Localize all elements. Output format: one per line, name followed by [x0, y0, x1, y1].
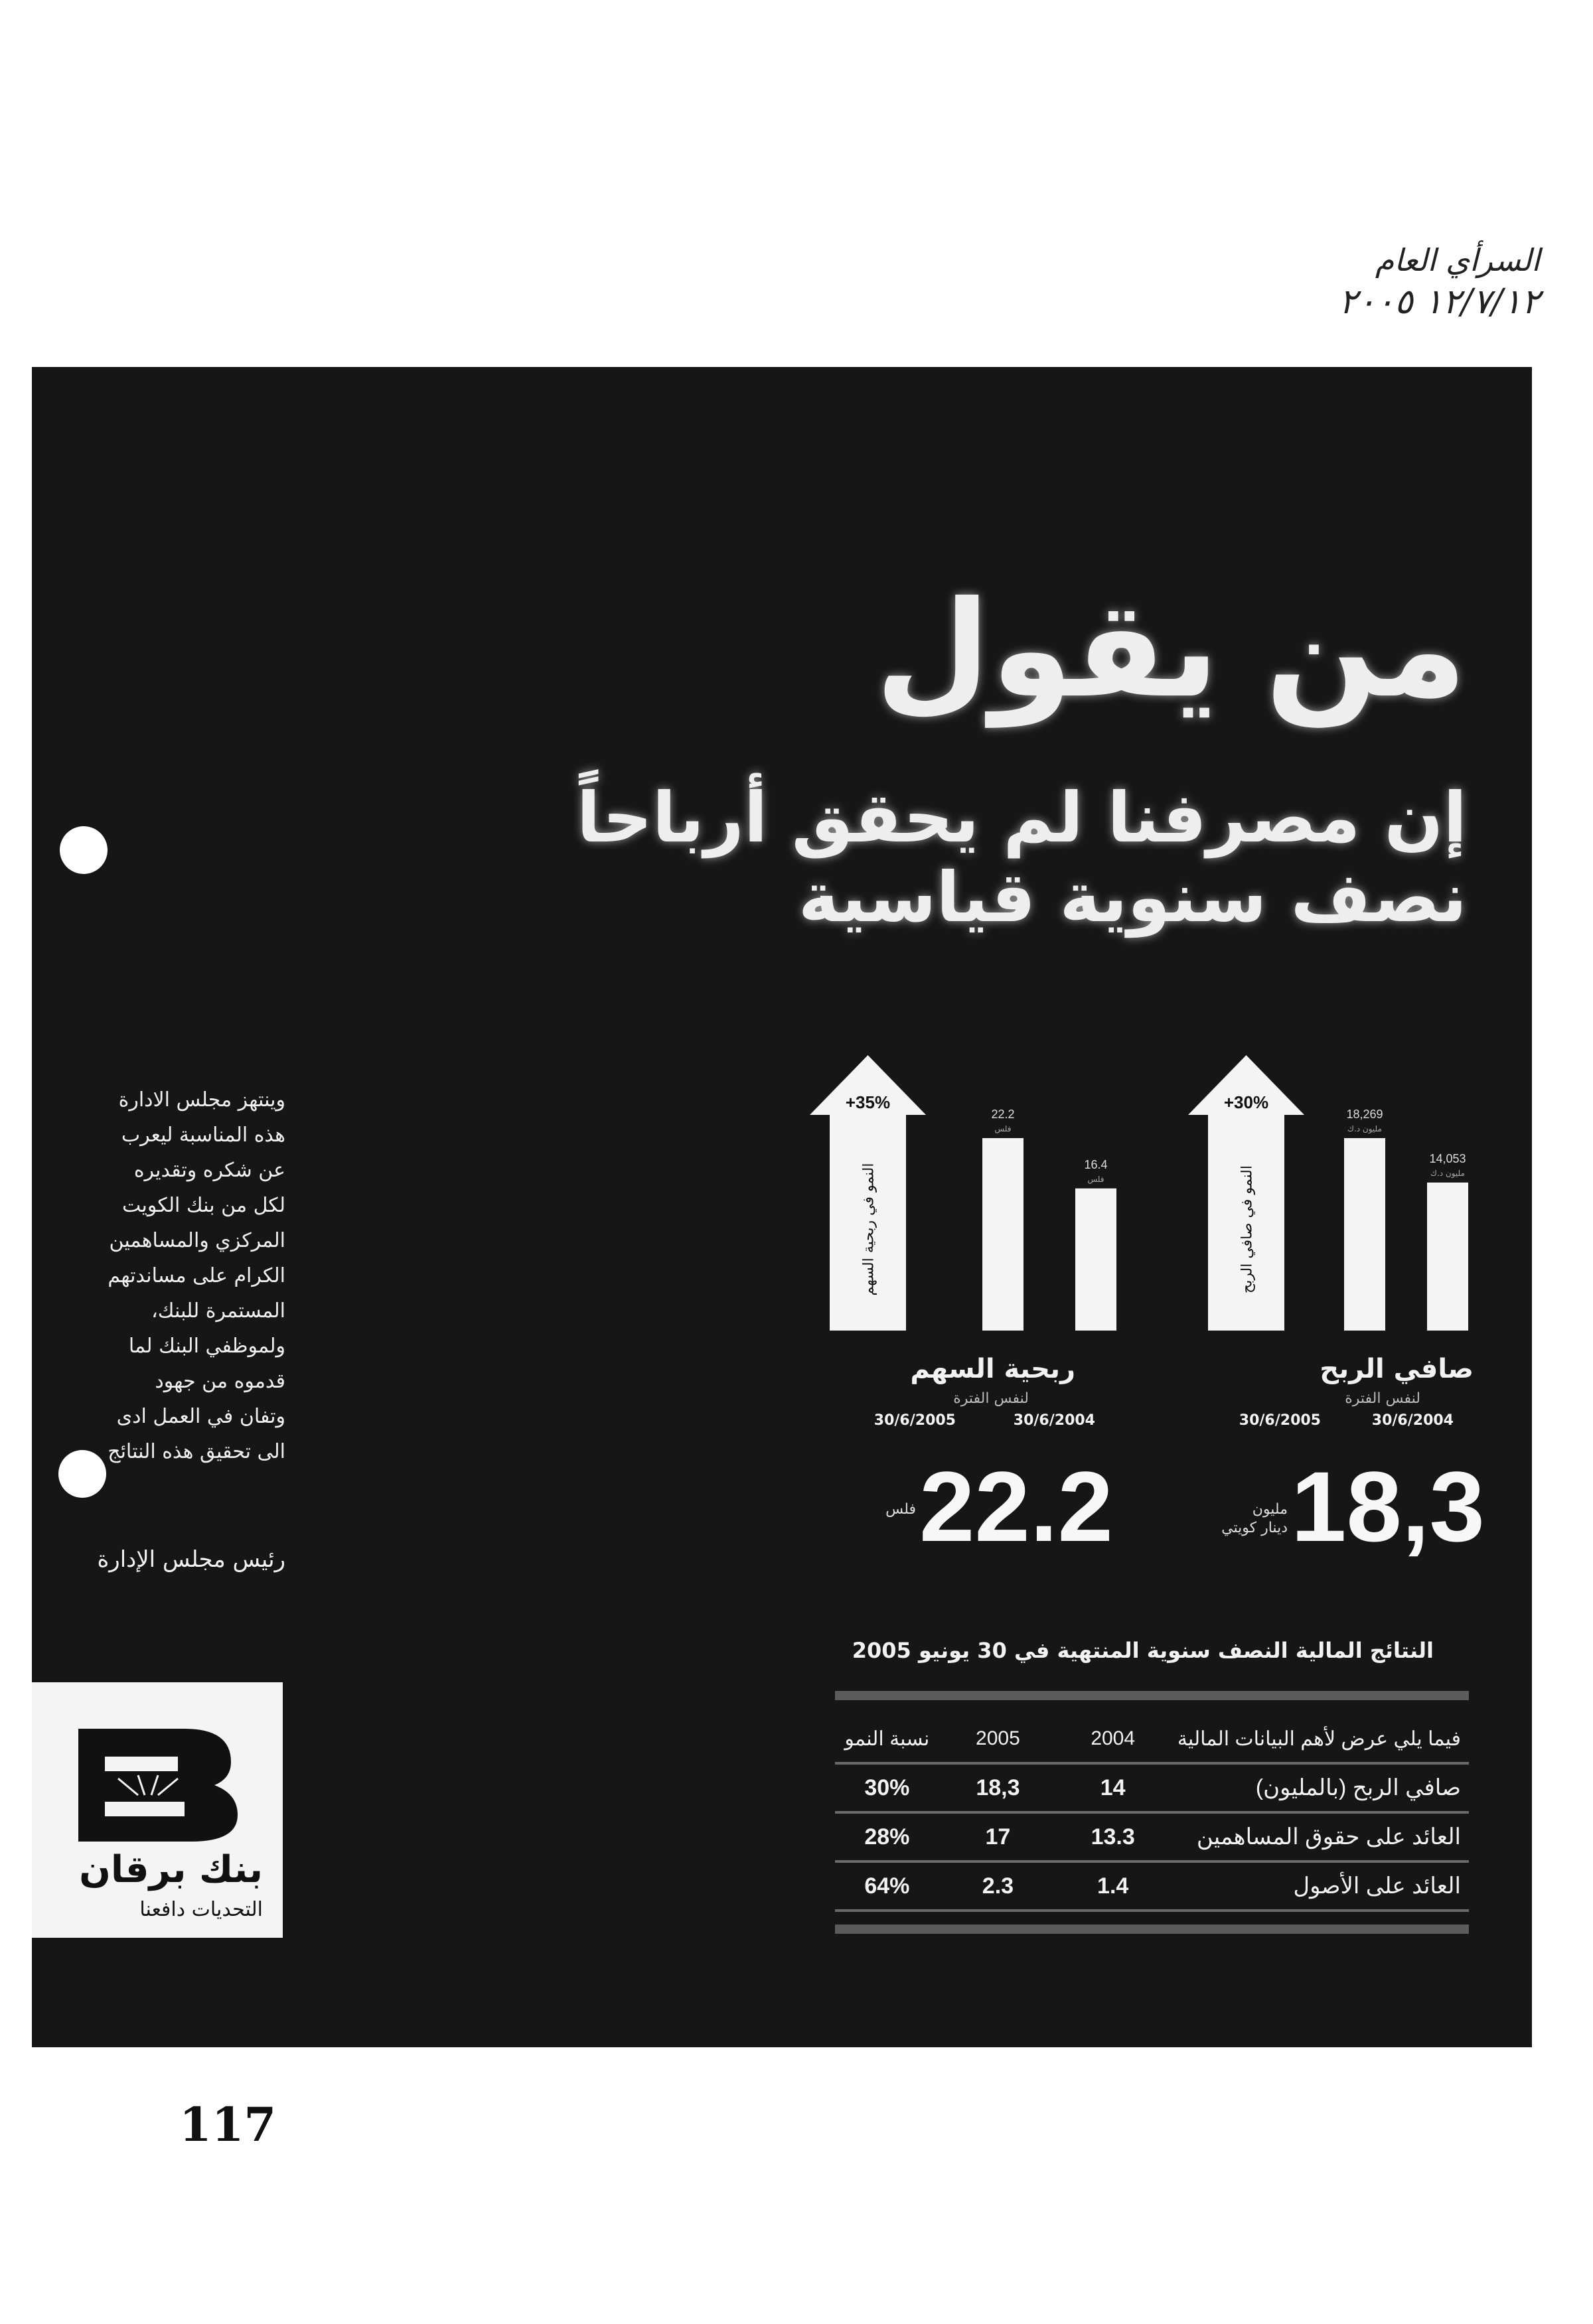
message-line: عن شكره وتقديره [133, 1159, 285, 1182]
table-cell: 1.4 [1057, 1861, 1169, 1911]
table-header: 2004 [1057, 1715, 1169, 1763]
net-profit-chart-subtitle: لنفس الفترة [1345, 1390, 1420, 1407]
bank-logo-box [32, 1682, 283, 1938]
eps-growth-label: +35% [845, 1092, 891, 1112]
bank-logo-icon [32, 1696, 283, 1855]
net-profit-bar-value-label: 14,053 [1429, 1151, 1466, 1165]
net-profit-date-2005: 30/6/2005 [1239, 1412, 1321, 1429]
net-profit-chart-title: صافي الربح [1320, 1354, 1474, 1384]
table-cell: 17 [939, 1812, 1057, 1861]
message-line: وتفان في العمل ادى [116, 1405, 285, 1428]
message-line: الكرام على مساندتهم [108, 1264, 285, 1287]
net-profit-bar-value-label: 18,269 [1346, 1108, 1383, 1121]
handwritten-date: ١٢/٧/١٢ ٢٠٠٥ [1339, 282, 1540, 322]
table-cell: العائد على حقوق المساهمين [1169, 1812, 1469, 1861]
table-row [835, 1861, 1469, 1911]
table-cell: 2.3 [939, 1861, 1057, 1911]
eps-date-2004: 30/6/2004 [1013, 1412, 1095, 1429]
table-header-row [835, 1715, 1469, 1763]
eps-bar-value-label: 22.2 [991, 1108, 1015, 1121]
page-number: 117 [179, 2097, 277, 2152]
message-line: قدموه من جهود [155, 1370, 285, 1393]
eps-bar-value-label: 16.4 [1084, 1157, 1108, 1171]
message-line: المستمرة للبنك، [151, 1299, 285, 1323]
table-bottom-stripe [835, 1925, 1469, 1934]
table-title: النتائج المالية النصف سنوية المنتهية في 30 يونيو 2005 [852, 1638, 1434, 1663]
net-profit-bar-unit-label: مليون د.ك [1430, 1168, 1465, 1178]
eps-chart-title: ربحية السهم [910, 1354, 1075, 1384]
eps-bar-unit-label: فلس [1087, 1174, 1104, 1184]
table-cell: صافي الربح (بالمليون) [1169, 1763, 1469, 1812]
charts-area [796, 1035, 1500, 1341]
message-line: وينتهز مجلس الادارة [118, 1088, 285, 1112]
net-profit-bar [1427, 1183, 1468, 1331]
net-profit-bar [1344, 1138, 1385, 1331]
headline-main: من يقول [875, 573, 1467, 727]
table-cell: 30% [835, 1763, 939, 1812]
headline-sub-2: نصف سنوية قياسية [798, 857, 1467, 938]
table-cell: العائد على الأصول [1169, 1861, 1469, 1911]
message-line: لكل من بنك الكويت [122, 1194, 285, 1217]
message-line: هذه المناسبة ليعرب [121, 1124, 285, 1147]
headline-sub-1: إن مصرفنا لم يحقق أرباحاً [576, 777, 1467, 858]
signature-title: رئيس مجلس الإدارة [97, 1546, 285, 1573]
table-header: فيما يلي عرض لأهم البيانات المالية [1169, 1715, 1469, 1763]
eps-headline-value: 22.2 [919, 1451, 1113, 1562]
net-profit-growth-caption: النمو في صافي الربح [1239, 1165, 1256, 1293]
net-profit-date-2004: 30/6/2004 [1371, 1412, 1454, 1429]
eps-bar-unit-label: فلس [994, 1124, 1012, 1133]
table-cell: 64% [835, 1861, 939, 1911]
table-cell: 14 [1057, 1763, 1169, 1812]
eps-growth-caption: النمو في ربحية السهم [860, 1163, 877, 1296]
message-line: الى تحقيق هذه النتائج [108, 1440, 285, 1463]
message-line: ولموظفي البنك لما [128, 1335, 285, 1358]
eps-unit: فلس [885, 1501, 916, 1518]
bank-tagline: التحديات دافعنا [139, 1898, 263, 1921]
table-cell: 28% [835, 1812, 939, 1861]
eps-bar [982, 1138, 1024, 1331]
table-cell: 13.3 [1057, 1812, 1169, 1861]
net-profit-unit-1: مليون [1252, 1501, 1288, 1518]
net-profit-headline-value: 18,3 [1291, 1451, 1485, 1562]
eps-bar [1075, 1189, 1116, 1331]
financial-table [835, 1715, 1469, 1912]
bank-name: بنك برقان [79, 1848, 263, 1891]
net-profit-bar-unit-label: مليون د.ك [1347, 1124, 1382, 1133]
message-line: المركزي والمساهمين [109, 1229, 285, 1252]
punch-hole-top [60, 826, 108, 874]
eps-date-2005: 30/6/2005 [873, 1412, 956, 1429]
table-header: نسبة النمو [835, 1715, 939, 1763]
table-row [835, 1812, 1469, 1861]
eps-chart-subtitle: لنفس الفترة [953, 1390, 1029, 1407]
net-profit-unit-2: دينار كويتي [1221, 1520, 1288, 1536]
handwritten-note [1261, 242, 1540, 322]
table-row [835, 1763, 1469, 1812]
handwritten-source: السرأي العام [1375, 242, 1540, 278]
table-top-stripe [835, 1691, 1469, 1700]
table-header: 2005 [939, 1715, 1057, 1763]
net-profit-growth-label: +30% [1223, 1092, 1269, 1112]
table-cell: 18,3 [939, 1763, 1057, 1812]
